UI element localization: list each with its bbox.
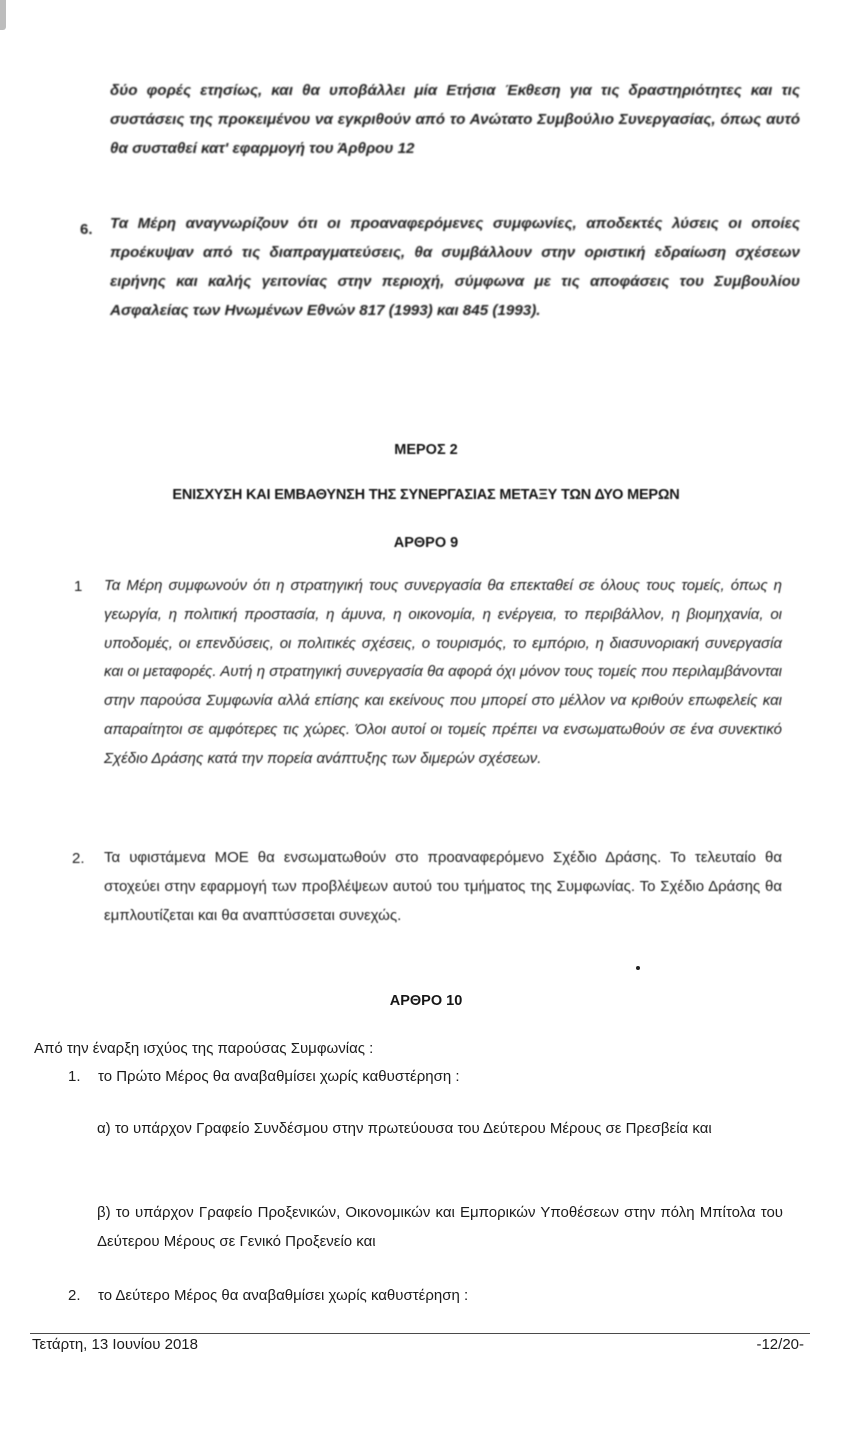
article-9-item-1-number: 1: [74, 578, 83, 595]
article-9-item-2-paragraph: Τα υφιστάμενα ΜΟΕ θα ενσωματωθούν στο προαναφερόμενο Σχέδιο Δράσης. Το τελευταίο θα στοχεύει στην εφαρμογή των προβλέψεων αυτού του τμήματος της Συμφωνίας. Το Σχέδιο Δράσης θα εμπλουτίζεται και θα αναπτύσσεται συνεχώς.: [104, 849, 782, 924]
article-10-item-1-text: το Πρώτο Μέρος θα αναβαθμίσει χωρίς καθυστέρηση :: [98, 1068, 460, 1085]
article-10-title: ΑΡΘΡΟ 10: [389, 993, 463, 1009]
article-9-item-2-number: 2.: [72, 850, 85, 867]
part-subtitle: ΕΝΙΣΧΥΣΗ ΚΑΙ ΕΜΒΑΘΥΝΣΗ ΤΗΣ ΣΥΝΕΡΓΑΣΙΑΣ ΜΕΤΑΞΥ ΤΩΝ ΔΥΟ ΜΕΡΩΝ: [172, 487, 680, 503]
article-10-intro: Από την έναρξη ισχύος της παρούσας Συμφωνίας :: [34, 1040, 374, 1057]
item-6-paragraph: Τα Μέρη αναγνωρίζουν ότι οι προαναφερόμενες συμφωνίες, αποδεκτές λύσεις οι οποίες προέκυψαν από τις διαπραγματεύσεις, θα συμβάλλουν στην οριστική εδραίωση σχέσεων ειρήνης και καλής γειτονίας στην περιοχή, σύμφωνα με τις αποφάσεις του Συμβουλίου Ασφαλείας των Ηνωμένων Εθνών 817 (1993) και 845 (1993).: [110, 215, 800, 319]
speck: [636, 966, 640, 970]
page-corner-mark: [0, 0, 6, 30]
article-10-item-2-number: 2.: [68, 1287, 81, 1304]
footer-rule: [30, 1333, 810, 1334]
part-title: ΜΕΡΟΣ 2: [394, 442, 458, 458]
article-9-title: ΑΡΘΡΟ 9: [393, 535, 459, 551]
article-10-item-1a: α) το υπάρχον Γραφείο Συνδέσμου στην πρωτεύουσα του Δεύτερου Μέρους σε Πρεσβεία και: [97, 1120, 712, 1137]
footer-page-number: -12/20-: [756, 1336, 804, 1353]
article-10-item-1-number: 1.: [68, 1068, 81, 1085]
continuation-paragraph: δύο φορές ετησίως, και θα υποβάλλει μία Ετήσια Έκθεση για τις δραστηριότητες και τις συστάσεις της προκειμένου να εγκριθούν από το Ανώτατο Συμβούλιο Συνεργασίας, όπως αυτό θα συσταθεί κατ' εφαρμογή του Άρθρου 12: [110, 82, 800, 157]
footer-date: Τετάρτη, 13 Ιουνίου 2018: [32, 1336, 198, 1353]
item-6-number: 6.: [80, 221, 93, 238]
article-10-item-1b: β) το υπάρχον Γραφείο Προξενικών, Οικονομικών και Εμπορικών Υποθέσεων στην πόλη Μπίτολα του Δεύτερου Μέρους σε Γενικό Προξενείο και: [97, 1204, 783, 1250]
article-9-item-1-paragraph: Τα Μέρη συμφωνούν ότι η στρατηγική τους συνεργασία θα επεκταθεί σε όλους τους τομείς, όπως η γεωργία, η πολιτική προστασία, η άμυνα, η οικονομία, η ενέργεια, το περιβάλλον, η βιομηχανία, οι υποδομές, οι επενδύσεις, οι πολιτικές σχέσεις, ο τουρισμός, το εμπόριο, η διασυνοριακή συνεργασία και οι μεταφορές. Αυτή η στρατηγική συνεργασία θα αφορά όχι μόνον τους τομείς που περιλαμβάνονται στην παρούσα Συμφωνία αλλά επίσης και εκείνους που μπορεί στο μέλλον να κριθούν επωφελείς και απαραίτητοι σε αμφότερες τις χώρες. Όλοι αυτοί οι τομείς πρέπει να ενσωματωθούν σε ένα συνεκτικό Σχέδιο Δράσης κατά την πορεία ανάπτυξης των διμερών σχέσεων.: [104, 577, 782, 767]
article-10-item-2-text: το Δεύτερο Μέρος θα αναβαθμίσει χωρίς καθυστέρηση :: [98, 1287, 469, 1304]
